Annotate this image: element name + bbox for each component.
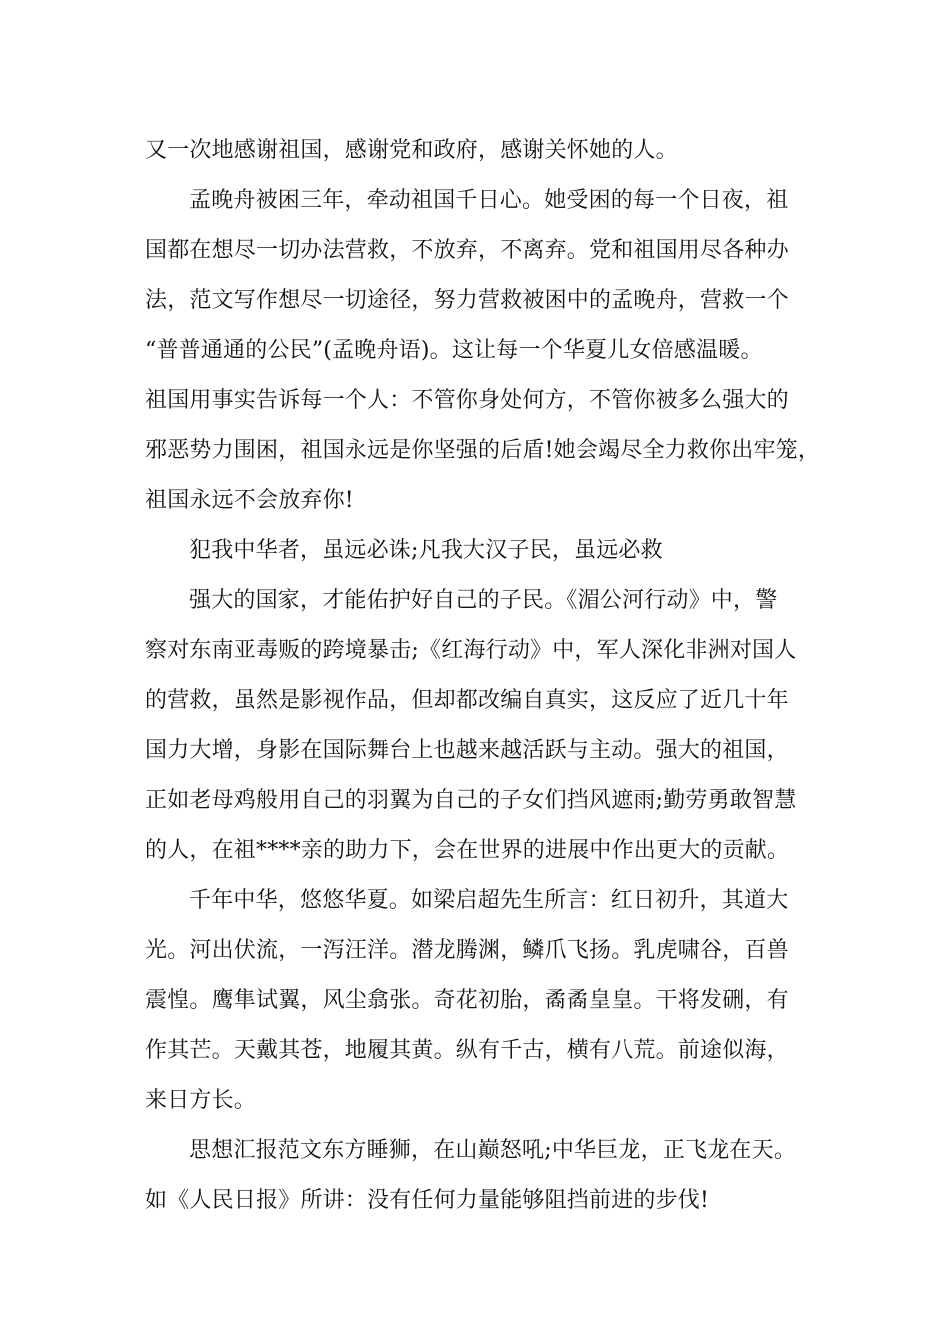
text-line: 法，范文写作想尽一切途径，努力营救被困中的孟晚舟，营救一个 — [145, 288, 789, 313]
paragraph-start-line: 思想汇报范文东方睡狮，在山巅怒吼;中华巨龙，正飞龙在天。 — [189, 1138, 797, 1163]
text-line: 作其芒。天戴其苍，地履其黄。纵有千古，横有八荒。前途似海， — [145, 1038, 789, 1063]
document-body — [145, 126, 821, 1226]
paragraph-start-line: 强大的国家，才能佑护好自己的子民。《湄公河行动》中，警 — [189, 588, 778, 613]
text-line: 正如老母鸡般用自己的羽翼为自己的子女们挡风遮雨;勤劳勇敢智慧 — [145, 788, 797, 813]
text-line: 祖国用事实告诉每一个人：不管你身处何方，不管你被多么强大的 — [145, 388, 789, 413]
text-line: 震惶。鹰隼试翼，风尘翕张。奇花初胎，矞矞皇皇。干将发硎，有 — [145, 988, 789, 1013]
text-line: 如《人民日报》所讲：没有任何力量能够阻挡前进的步伐! — [145, 1188, 710, 1213]
text-line: 的人，在祖****亲的助力下，会在世界的进展中作出更大的贡献。 — [145, 838, 790, 863]
text-line: 光。河出伏流，一泻汪洋。潜龙腾渊，鳞爪飞扬。乳虎啸谷，百兽 — [145, 938, 789, 963]
text-line: 邪恶势力围困，祖国永远是你坚强的后盾!她会竭尽全力救你出牢笼， — [145, 438, 821, 463]
text-line: 国力大增，身影在国际舞台上也越来越活跃与主动。强大的祖国， — [145, 738, 789, 763]
section-heading-line: 犯我中华者，虽远必诛;凡我大汉子民，虽远必救 — [189, 538, 663, 563]
text-line: 来日方长。 — [145, 1088, 257, 1113]
paragraph-start-line: 孟晚舟被困三年，牵动祖国千日心。她受困的每一个日夜，祖 — [189, 188, 789, 213]
text-line: 察对东南亚毒贩的跨境暴击;《红海行动》中，军人深化非洲对国人 — [145, 638, 797, 663]
paragraph-start-line: 千年中华，悠悠华夏。如梁启超先生所言：红日初升，其道大 — [189, 888, 789, 913]
text-line: “普普通通的公民”(孟晚舟语)。这让每一个华夏儿女倍感温暖。 — [145, 338, 763, 363]
text-line: 的营救，虽然是影视作品，但却都改编自真实，这反应了近几十年 — [145, 688, 789, 713]
text-line: 国都在想尽一切办法营救，不放弃，不离弃。党和祖国用尽各种办 — [145, 238, 789, 263]
text-line: 又一次地感谢祖国，感谢党和政府，感谢关怀她的人。 — [145, 138, 678, 163]
text-line: 祖国永远不会放弃你! — [145, 488, 354, 513]
